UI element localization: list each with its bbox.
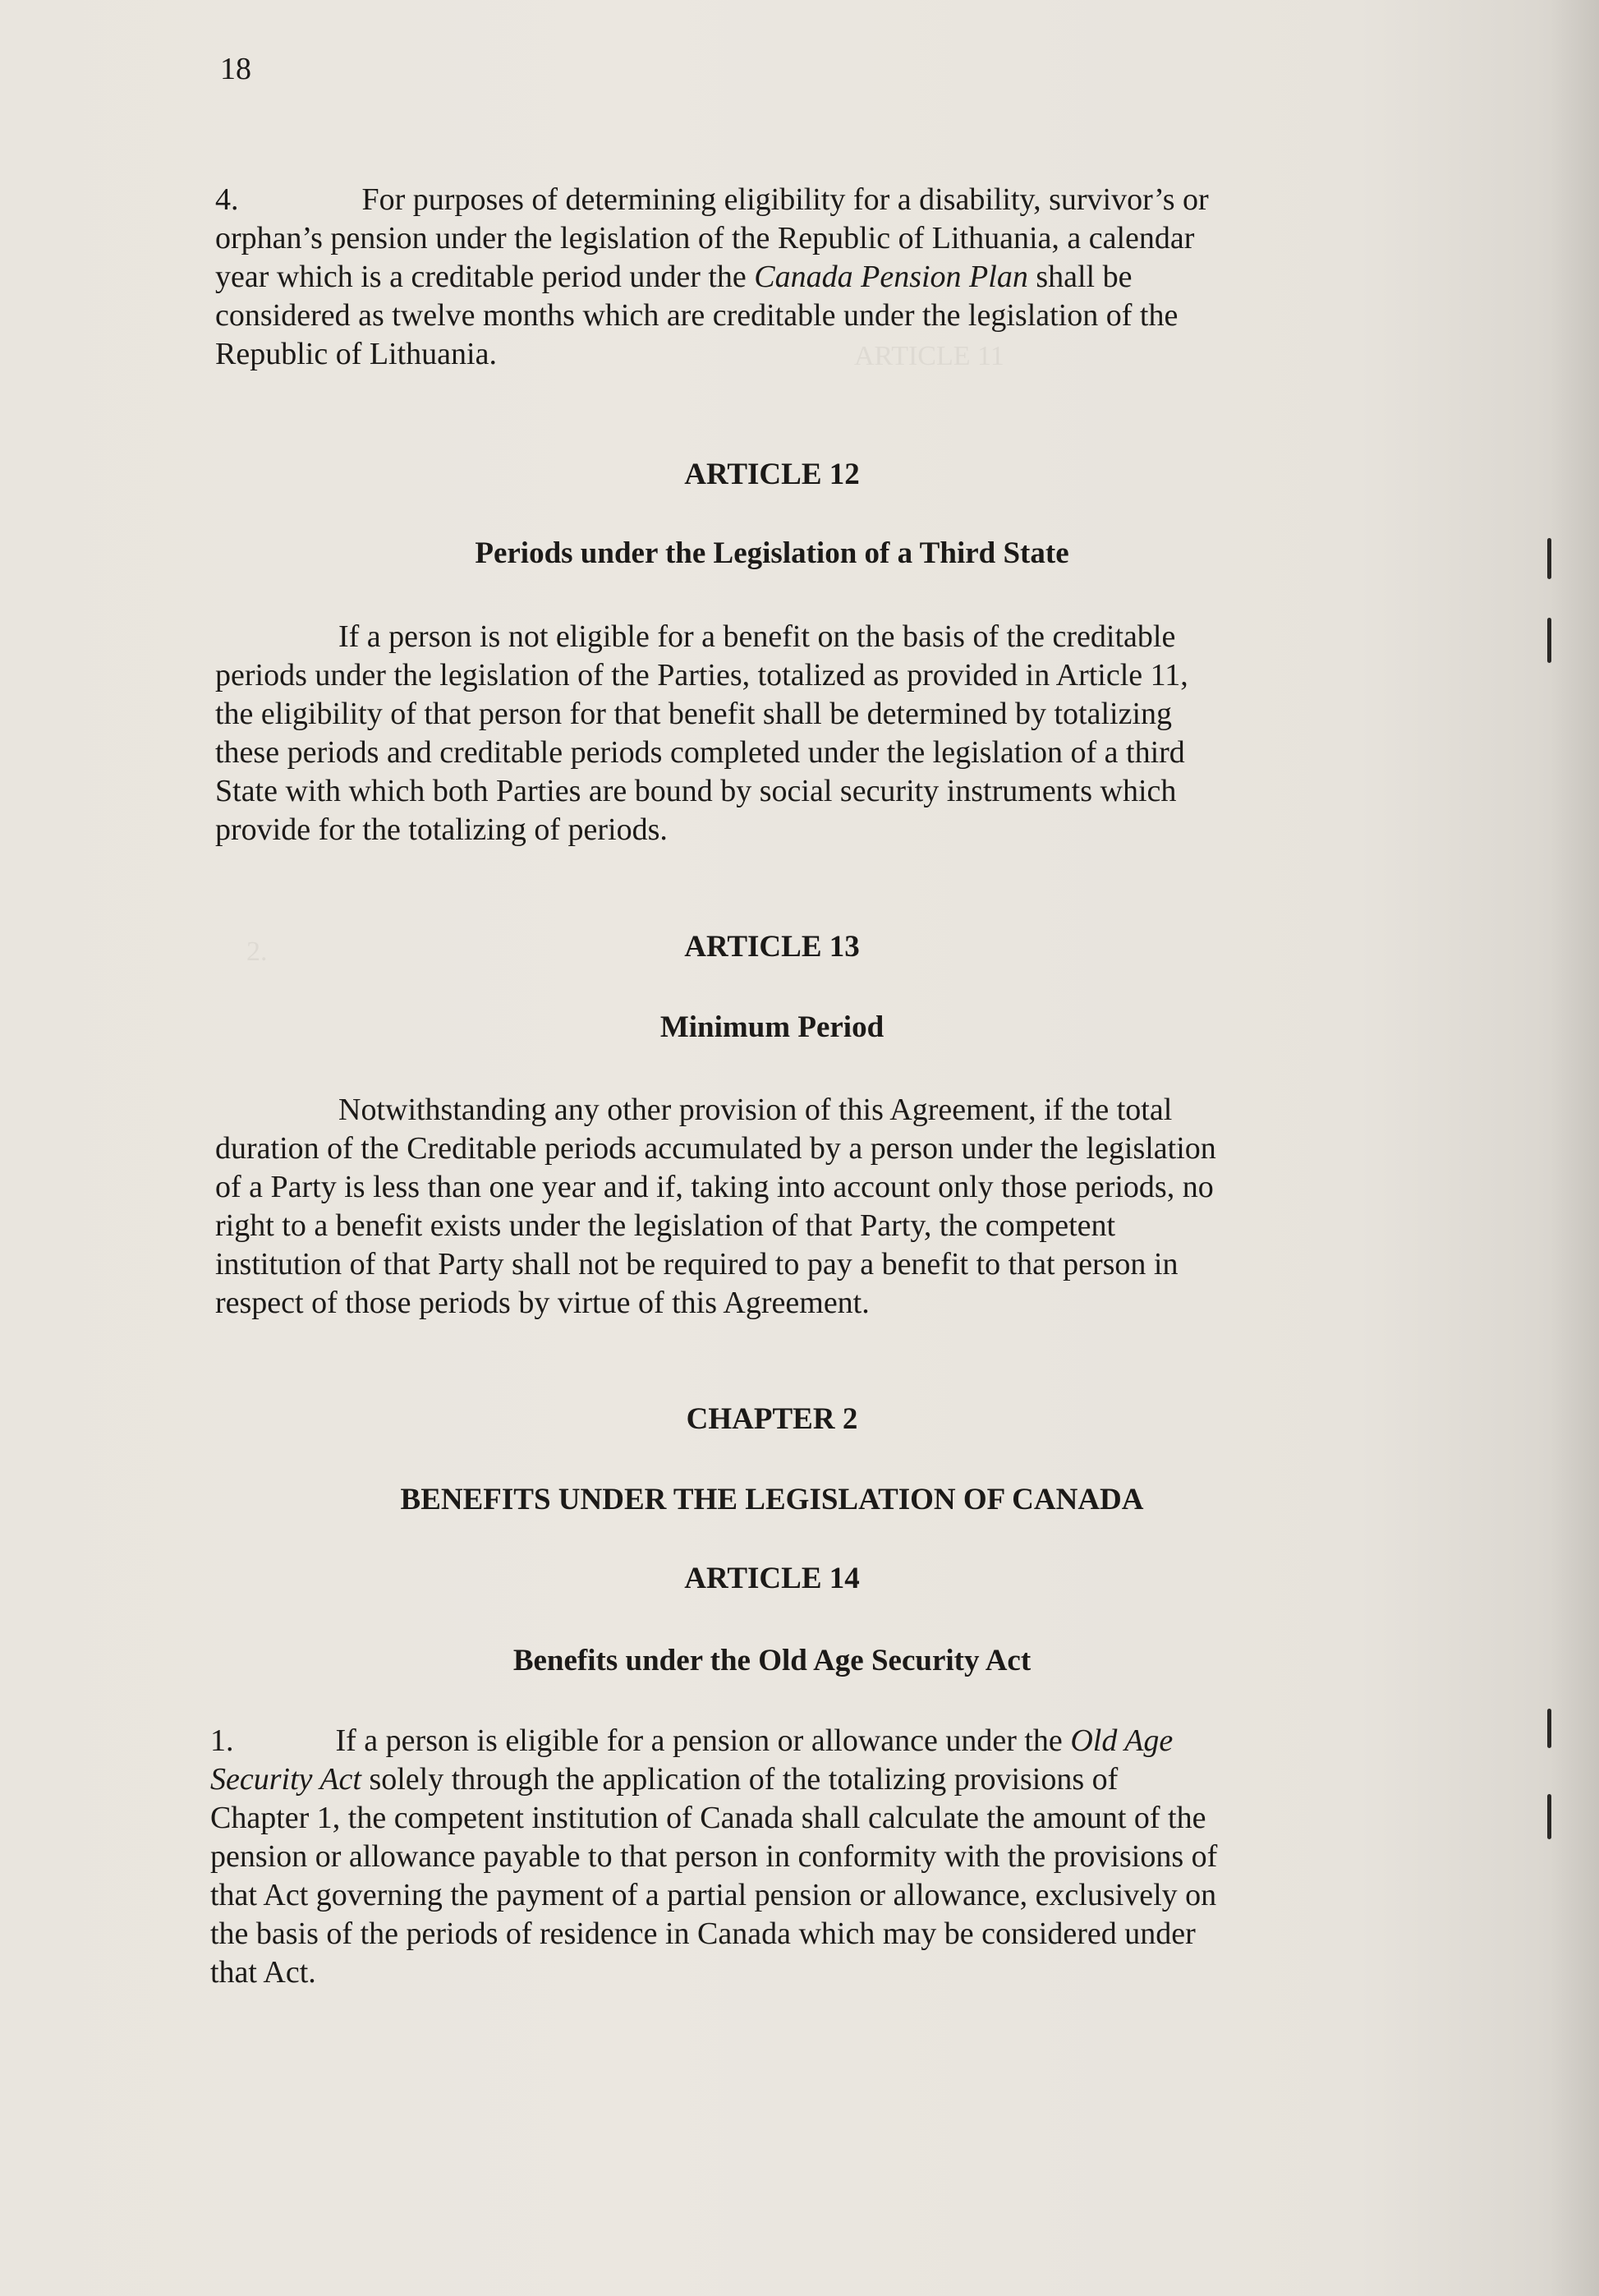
text-line: provide for the totalizing of periods. [215,812,668,847]
article-14-title: Benefits under the Old Age Security Act [512,1644,1032,1677]
text-line: institution of that Party shall not be required to pay a benefit to that person in [215,1247,1179,1281]
text-line: the basis of the periods of residence in Canada which may be considered under [210,1916,1196,1951]
text-line: duration of the Creditable periods accumulated by a person under the legislation [215,1131,1216,1166]
text-line: the eligibility of that person for that benefit shall be determined by totalizing [215,697,1173,731]
article-13-title: Minimum Period [659,1010,885,1044]
text-line: Notwithstanding any other provision of this Agreement, if the total [338,1093,1173,1127]
article-14-heading: ARTICLE 14 [684,1562,860,1595]
text-line: Chapter 1, the competent institution of Canada shall calculate the amount of the [210,1801,1206,1835]
page-edge-shadow [1550,0,1599,2296]
bleed-through-text: ARTICLE 11 [854,341,1004,371]
paragraph-4 [215,181,1365,374]
article-13-heading: ARTICLE 13 [684,930,860,964]
paragraph-number: 4. [215,182,239,217]
text-line: If a person is eligible for a pension or allowance under the [335,1723,1071,1758]
text-line: right to a benefit exists under the legislation of that Party, the competent [215,1208,1116,1243]
article-13-body [215,1091,1365,1323]
text-line: orphan’s pension under the legislation of the Republic of Lithuania, a calendar [215,221,1195,255]
binding-mark [1547,618,1551,663]
text-line: considered as twelve months which are creditable under the legislation of the [215,298,1179,333]
text-line: Republic of Lithuania. [215,337,497,371]
chapter-2-title: BENEFITS UNDER THE LEGISLATION OF CANADA [400,1483,1144,1516]
text-line: these periods and creditable periods completed under the legislation of a third [215,735,1185,770]
chapter-2-heading: CHAPTER 2 [686,1402,858,1436]
act-title: Old Age [1070,1723,1174,1758]
article-14-paragraph-1 [210,1722,1360,1992]
article-12-title: Periods under the Legislation of a Third State [475,536,1069,570]
bleed-through-text: 2. [246,936,268,967]
article-12-body [215,618,1365,849]
act-title: Security Act [210,1762,361,1797]
text-line: pension or allowance payable to that person in conformity with the provisions of [210,1839,1218,1874]
text-line: For purposes of determining eligibility for a disability, survivor’s or [361,182,1209,217]
text-line: solely through the application of the totalizing provisions of [361,1762,1119,1797]
binding-mark [1547,538,1551,579]
text-line: respect of those periods by virtue of this Agreement. [215,1286,870,1320]
binding-mark [1547,1794,1551,1839]
act-title: Canada Pension Plan [754,260,1028,294]
text-line: that Act governing the payment of a partial pension or allowance, exclusively on [210,1878,1217,1912]
text-line: State with which both Parties are bound by social security instruments which [215,774,1177,808]
article-12-heading: ARTICLE 12 [684,458,860,491]
text-line: periods under the legislation of the Parties, totalized as provided in Article 11, [215,658,1188,692]
paragraph-number: 1. [210,1723,234,1758]
page-number: 18 [220,52,251,86]
text-line: If a person is not eligible for a benefit on the basis of the creditable [338,619,1176,654]
text-line: that Act. [210,1955,316,1990]
text-line: shall be [1027,260,1133,294]
binding-mark [1547,1709,1551,1748]
text-line: of a Party is less than one year and if, taking into account only those periods, no [215,1170,1214,1204]
text-line: year which is a creditable period under the [215,260,755,294]
